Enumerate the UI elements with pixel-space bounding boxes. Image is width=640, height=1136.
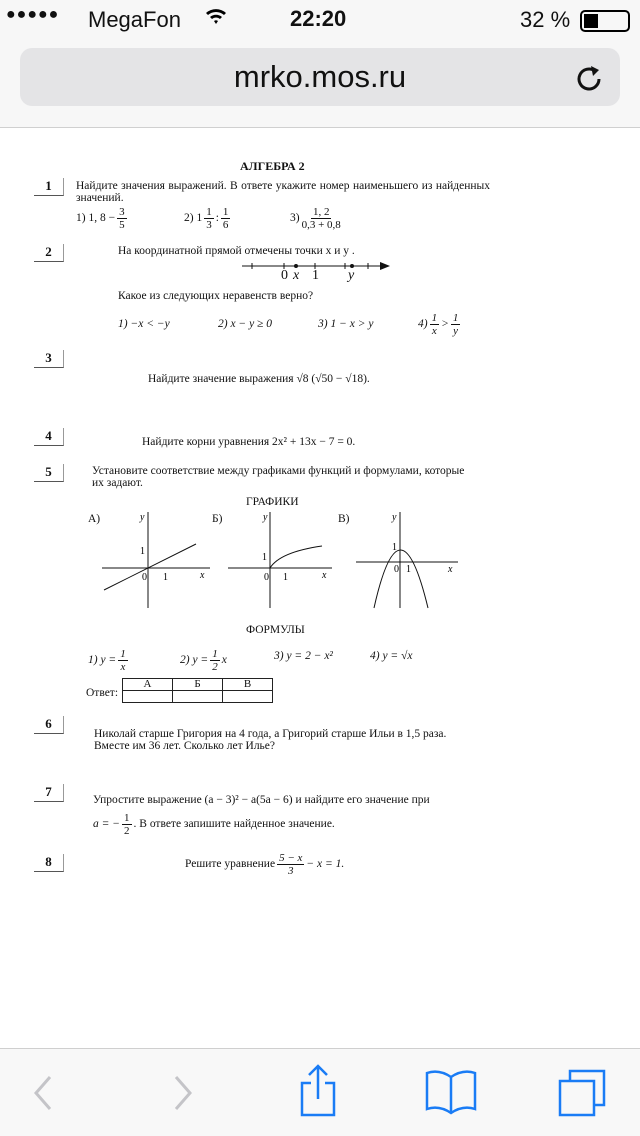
svg-text:0: 0: [264, 572, 269, 583]
carrier: MegaFon: [88, 7, 181, 32]
question-number: 2: [34, 244, 64, 262]
q1-option-2: 2) 1 $\frac{1}{3}$ : $\frac{1}{6}$: [184, 206, 229, 231]
formula-3: 3) y = 2 − x²: [274, 650, 333, 662]
axis-label-y: y: [348, 268, 355, 283]
graph-label-b: Б): [212, 513, 223, 525]
graph-label-v: В): [338, 513, 350, 525]
question-number: 5: [34, 464, 64, 482]
svg-text:1: 1: [283, 572, 288, 583]
battery-percent: 32 %: [520, 7, 571, 32]
battery-icon: [580, 10, 630, 32]
q4-text: Найдите корни уравнения 2x² + 13x − 7 = 0.: [142, 436, 356, 448]
q2-option-1: 1) −x < −y: [118, 318, 170, 330]
wifi-icon: [204, 4, 228, 34]
q1-option-1: 1) 1, 8 − $\frac{3}{5}$: [76, 206, 125, 231]
answer-cell[interactable]: [173, 691, 223, 703]
svg-text:x: x: [200, 570, 205, 581]
browser-toolbar: [0, 1048, 640, 1136]
q5-text: Установите соответствие между графиками функций и формулами, которые их задают.: [92, 465, 465, 489]
q6-text: Николай старше Григория на 4 года, а Григорий старше Ильи в 1,5 раза. Вместе им 36 лет. Сколько лет Илье?: [94, 728, 447, 752]
url-text: mrko.mos.ru: [233, 59, 407, 94]
q2-option-4: 4) $\frac{1}{x}$ > $\frac{1}{y}$: [418, 312, 459, 337]
signal-icon: ●●●●●: [6, 6, 60, 23]
graph-label-a: А): [88, 513, 101, 525]
question-number: 7: [34, 784, 64, 802]
q8-text: Решите уравнение $\frac{5 - x}{3}$ − x = 1.: [185, 852, 345, 877]
answer-col-a: А: [123, 679, 173, 691]
question-number: 6: [34, 716, 64, 734]
svg-text:y: y: [263, 512, 268, 523]
question-number: 3: [34, 350, 64, 368]
answer-label: Ответ:: [86, 687, 119, 699]
graphs-title: ГРАФИКИ: [246, 496, 299, 508]
reload-icon[interactable]: [574, 62, 606, 99]
svg-text:1: 1: [262, 552, 267, 563]
question-number: 4: [34, 428, 64, 446]
formula-4: 4) y = √x: [370, 650, 413, 662]
question-number: 1: [34, 178, 64, 196]
svg-text:1: 1: [140, 546, 145, 557]
graph-c-parabola: [374, 550, 428, 608]
q7-text-1: Упростите выражение (a − 3)² − a(5a − 6) и найдите его значение при: [93, 794, 430, 806]
axis-label-x: x: [293, 268, 300, 283]
svg-text:x: x: [448, 564, 453, 575]
answer-col-b: Б: [173, 679, 223, 691]
axis-label-0: 0: [281, 268, 288, 283]
svg-text:1: 1: [392, 542, 397, 553]
question-number: 8: [34, 854, 64, 872]
document: [0, 128, 640, 1048]
svg-text:y: y: [140, 512, 145, 523]
clock: 22:20: [290, 6, 347, 31]
graph-b-curve: [270, 546, 322, 568]
q3-text: Найдите значение выражения √8 (√50 − √18).: [148, 373, 370, 385]
svg-text:1: 1: [163, 572, 168, 583]
bookmarks-icon[interactable]: [424, 1069, 478, 1115]
forward-icon[interactable]: [170, 1073, 196, 1113]
q7-text-2: a = − $\frac{1}{2}$ . В ответе запишите найденное значение.: [93, 812, 335, 837]
doc-title: АЛГЕБРА 2: [240, 159, 305, 173]
svg-text:y: y: [392, 512, 397, 523]
back-icon[interactable]: [30, 1073, 56, 1113]
svg-text:1: 1: [406, 564, 411, 575]
url-field[interactable]: [20, 48, 620, 106]
svg-text:x: x: [322, 570, 327, 581]
answer-col-v: В: [223, 679, 273, 691]
q2-question: Какое из следующих неравенств верно?: [118, 290, 314, 302]
answer-cell[interactable]: [223, 691, 273, 703]
axis-label-1: 1: [312, 268, 319, 283]
q2-option-2: 2) x − y ≥ 0: [218, 318, 272, 330]
q2-text: На координатной прямой отмечены точки x и y .: [118, 245, 355, 257]
formulas-title: ФОРМУЛЫ: [246, 624, 305, 636]
formula-2: 2) y = $\frac{1}{2}$ x: [180, 648, 227, 673]
answer-table: [122, 678, 273, 703]
q2-option-3: 3) 1 − x > y: [318, 318, 374, 330]
formula-1: 1) y = $\frac{1}{x}$: [88, 648, 126, 673]
q1-option-3: 3) $\frac{1, 2}{0,3 + 0,8}$: [290, 206, 341, 231]
svg-text:0: 0: [394, 564, 399, 575]
graph-a-line: [104, 544, 196, 590]
q1-text: Найдите значения выражений. В ответе укажите номер наименьшего из найденных значений.: [76, 180, 490, 204]
address-bar: [0, 40, 640, 128]
tabs-icon[interactable]: [556, 1067, 608, 1119]
graphs: [100, 512, 480, 612]
share-icon[interactable]: [298, 1063, 338, 1119]
svg-text:0: 0: [142, 572, 147, 583]
answer-cell[interactable]: [123, 691, 173, 703]
status-bar: [0, 0, 640, 40]
